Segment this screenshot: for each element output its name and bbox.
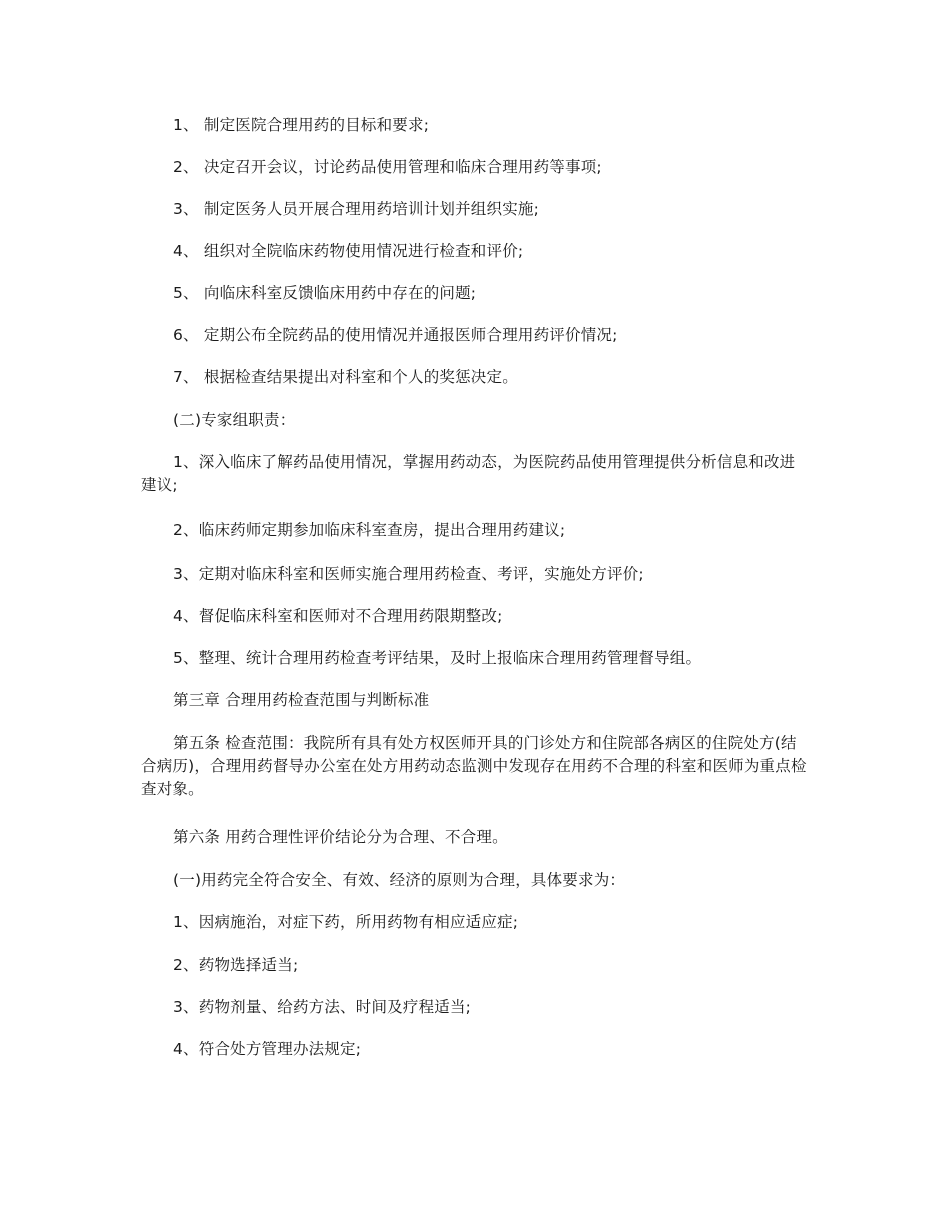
- article-five: 第五条 检查范围：我院所有具有处方权医师开具的门诊处方和住院部各病区的住院处方(结合病历)，合理用药督导办公室在处方用药动态监测中发现存在用药不合理的科室和医师为重点检查对象。: [141, 734, 807, 798]
- list-item-ward-rounds: 2、临床药师定期参加临床科室查房，提出合理用药建议;: [173, 521, 566, 539]
- list-item-dosage: 3、药物剂量、给药方法、时间及疗程适当;: [173, 998, 472, 1016]
- list-item-drug-choice: 2、药物选择适当;: [173, 956, 299, 974]
- list-item-prescription-rules: 4、符合处方管理办法规定;: [173, 1040, 362, 1058]
- list-item-training: 3、 制定医务人员开展合理用药培训计划并组织实施;: [173, 200, 540, 218]
- list-item-rectification: 4、督促临床科室和医师对不合理用药限期整改;: [173, 607, 503, 625]
- section-heading-reasonable: (一)用药完全符合安全、有效、经济的原则为合理，具体要求为：: [173, 871, 626, 889]
- chapter-heading: 第三章 合理用药检查范围与判断标准: [173, 691, 430, 709]
- list-item-inspection: 4、 组织对全院临床药物使用情况进行检查和评价;: [173, 242, 524, 260]
- list-item-evaluation: 3、定期对临床科室和医师实施合理用药检查、考评，实施处方评价;: [173, 565, 644, 583]
- list-item-indication: 1、因病施治，对症下药，所用药物有相应适应症;: [173, 913, 519, 931]
- list-item-clinical-insight: 1、深入临床了解药品使用情况，掌握用药动态，为医院药品使用管理提供分析信息和改进建议;: [141, 453, 796, 494]
- list-item-meeting: 2、 决定召开会议，讨论药品使用管理和临床合理用药等事项;: [173, 158, 602, 176]
- section-heading-expert-group: (二)专家组职责：: [173, 411, 296, 429]
- list-item-reward: 7、 根据检查结果提出对科室和个人的奖惩决定。: [173, 368, 518, 386]
- list-item-feedback: 5、 向临床科室反馈临床用药中存在的问题;: [173, 284, 477, 302]
- list-item-publish: 6、 定期公布全院药品的使用情况并通报医师合理用药评价情况;: [173, 326, 618, 344]
- article-six: 第六条 用药合理性评价结论分为合理、不合理。: [173, 828, 508, 846]
- list-item-goal: 1、 制定医院合理用药的目标和要求;: [173, 116, 430, 134]
- list-item-report: 5、整理、统计合理用药检查考评结果，及时上报临床合理用药管理督导组。: [173, 649, 702, 667]
